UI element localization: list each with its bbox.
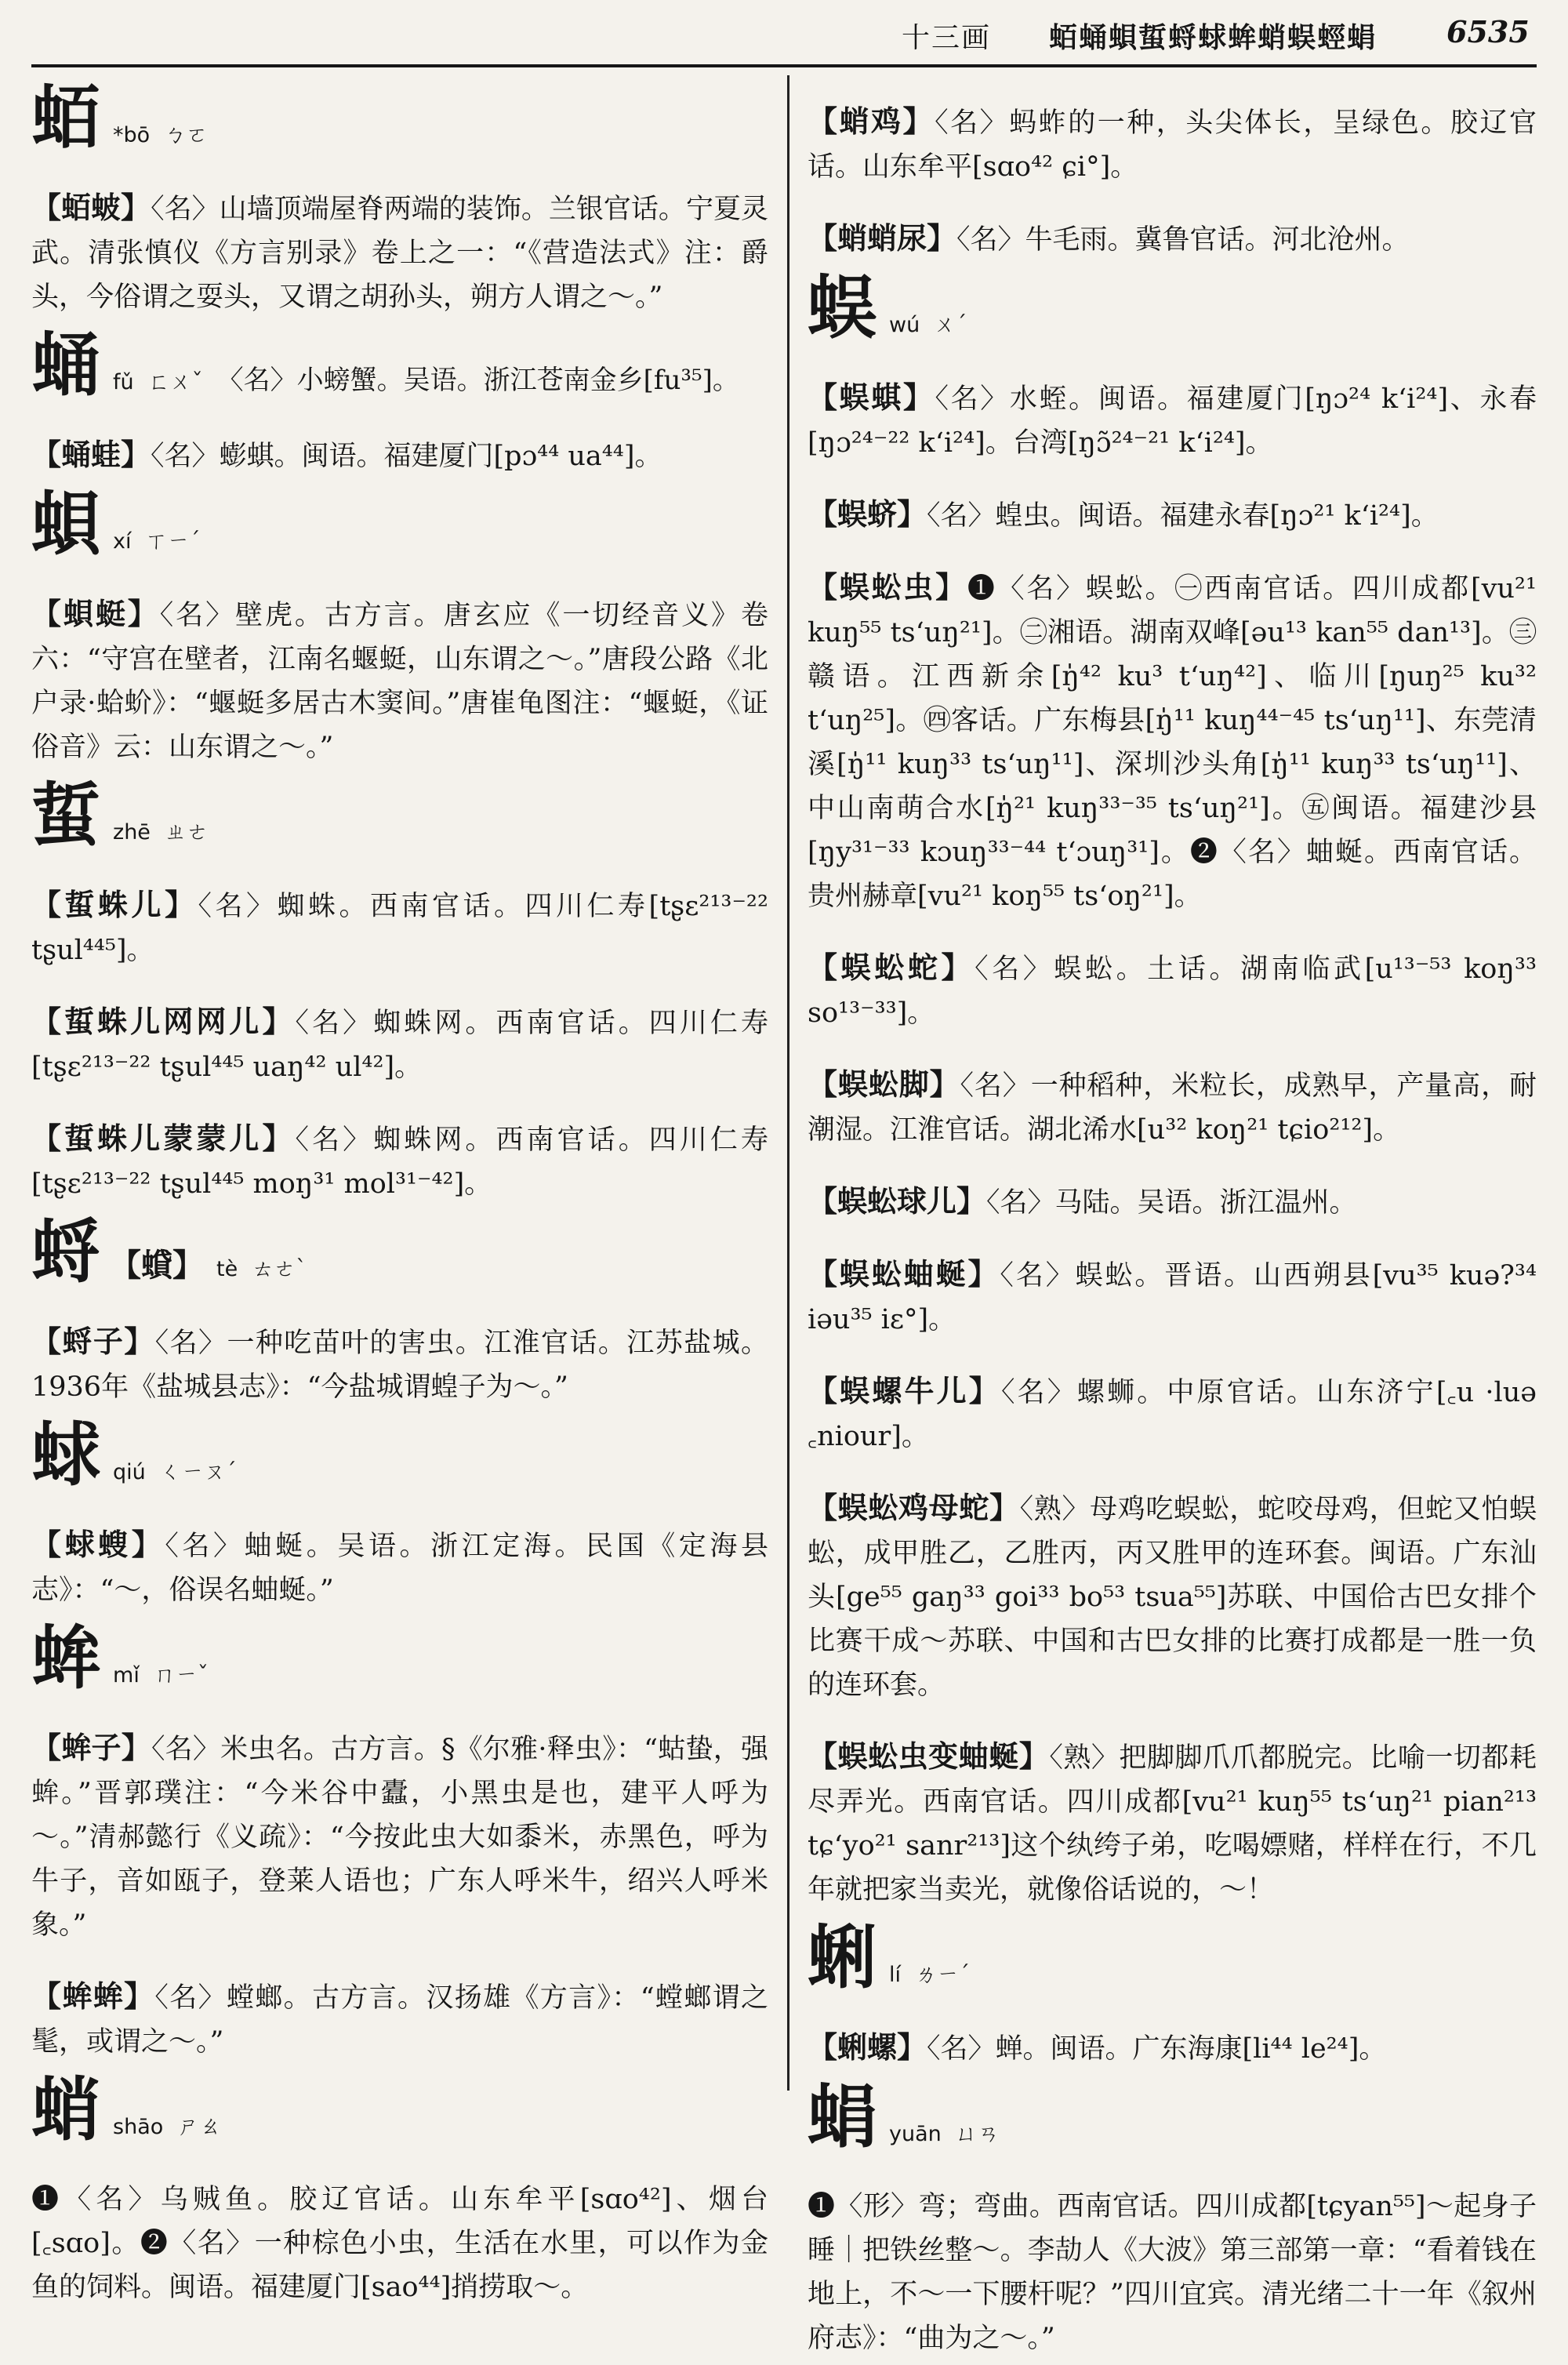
sense-text: ❶〈名〉乌贼鱼。胶辽官话。山东牟平[sɑo⁴²]、烟台[꜀sɑo]。❷〈名〉一种棕色小虫，生活在水里，可以作为金鱼的饲料。闽语。福建厦门[sao⁴⁴]捎捞取～。 bbox=[31, 2184, 768, 2303]
sense-term: 【蛽蜓】 bbox=[31, 596, 160, 631]
sense-text: 〈名〉蜘蛛网。西南官话。四川仁寿[tʂɛ²¹³⁻²² tʂul⁴⁴⁵ moŋ³¹ mol³¹⁻⁴²]。 bbox=[31, 1124, 768, 1200]
head-character: 蛹 bbox=[31, 324, 101, 405]
head-zhuyin: ㄓㄜ bbox=[164, 819, 209, 845]
sense bbox=[31, 1000, 768, 1089]
entry-wu bbox=[808, 267, 1537, 1912]
sense-term: 【蜈蚣脚】 bbox=[808, 1066, 960, 1102]
head-zhuyin: ㄕㄠ bbox=[177, 2113, 222, 2139]
sense bbox=[31, 883, 768, 972]
entry-yuan bbox=[808, 2076, 1537, 2360]
sense-text: 〈名〉米虫名。古方言。§《尔雅·释虫》：“蛄蛰，强蛑。”晋郭璞注：“今米谷中蠹，小黑虫是也，建平人呼为～。”清郝懿行《义疏》：“今按此虫大如黍米，赤黑色，呼为牛子，音如瓯子，登莱人语也；广东人呼米牛，绍兴人呼米象。” bbox=[31, 1734, 768, 1941]
sense bbox=[808, 1486, 1537, 1707]
sense-text: 〈名〉蜘蛛网。西南官话。四川仁寿[tʂɛ²¹³⁻²² tʂul⁴⁴⁵ uaŋ⁴² ul⁴²]。 bbox=[31, 1008, 768, 1083]
sense-text: 〈名〉蝗虫。闽语。福建永春[ŋɔ²¹ k‘i²⁴]。 bbox=[927, 500, 1439, 532]
entry-head bbox=[31, 774, 768, 856]
sense-text: 〈名〉蜈蚣。晋语。山西朔县[vu³⁵ kuə?³⁴ iəu³⁵ iɛ°]。 bbox=[808, 1260, 1537, 1335]
head-pinyin: qiú bbox=[113, 1460, 146, 1484]
head-zhuyin: ㄑㄧㄡˊ bbox=[159, 1459, 237, 1484]
sense-term: 【蜈蚣鸡母蛇】 bbox=[808, 1490, 1020, 1525]
sense bbox=[31, 1117, 768, 1206]
sense-text: 〈名〉牛毛雨。冀鲁官话。河北沧州。 bbox=[956, 224, 1410, 256]
sense-text: ❶〈名〉蜈蚣。㊀西南官话。四川成都[vu²¹ kuŋ⁵⁵ ts‘uŋ²¹]。㊁湘语。湖南双峰[əu¹³ kan⁵⁵ dan¹³]。㊂赣语。江西新余[ŋ̍⁴² ku³ t‘uŋ⁴²]、临川[ŋuŋ²⁵ ku³² t‘uŋ²⁵]。㊃客话。广东梅县[ŋ̍¹¹ kuŋ⁴⁴⁻⁴⁵ ts‘uŋ¹¹]、东莞清溪[ŋ̍¹¹ kuŋ³³ ts‘uŋ¹¹]、深圳沙头角[ŋ̍¹¹ kuŋ³³ ts‘uŋ¹¹]、中山南萌合水[ŋ̍²¹ kuŋ³³⁻³⁵ ts‘uŋ²¹]。㊄闽语。福建沙县[ŋy³¹⁻³³ kɔuŋ³³⁻⁴⁴ t‘ɔuŋ³¹]。❷〈名〉蚰蜒。西南官话。贵州赫章[vu²¹ koŋ⁵⁵ ts‘oŋ²¹]。 bbox=[808, 573, 1537, 912]
entry-mi bbox=[31, 1617, 768, 2064]
sense-term: 【蜈蛴】 bbox=[808, 496, 927, 532]
header-rule bbox=[31, 64, 1537, 67]
head-pinyin: yuān bbox=[889, 2122, 942, 2146]
head-variant: 【蟘】 bbox=[110, 1247, 205, 1284]
sense bbox=[808, 100, 1537, 189]
head-pinyin: lí bbox=[889, 1963, 902, 1987]
head-pinyin: xí bbox=[113, 529, 132, 554]
sense-term: 【蛶子】 bbox=[31, 1324, 155, 1359]
sense-text: 〈名〉一种稻种，米粒长，成熟早，产量高，耐潮湿。江淮官话。湖北浠水[u³² koŋ²¹ tɕio²¹²]。 bbox=[808, 1070, 1537, 1146]
sense-text: 〈名〉蝉。闽语。广东海康[li⁴⁴ le²⁴]。 bbox=[927, 2033, 1387, 2065]
sense-term: 【蜈蚣蛇】 bbox=[808, 950, 975, 985]
sense bbox=[808, 1735, 1537, 1912]
head-pinyin: shāo bbox=[113, 2115, 164, 2139]
sense bbox=[31, 186, 768, 319]
entry-head bbox=[31, 2069, 768, 2150]
head-zhuyin: ㄇㄧˇ bbox=[153, 1662, 209, 1687]
sense-text: 〈名〉蜘蛛。西南官话。四川仁寿[tʂɛ²¹³⁻²² tʂul⁴⁴⁵]。 bbox=[31, 891, 768, 966]
sense-term: 【蜇蛛儿蒙蒙儿】 bbox=[31, 1121, 296, 1156]
entry-head bbox=[31, 1617, 768, 1698]
sense bbox=[31, 1523, 768, 1612]
sense bbox=[808, 565, 1537, 918]
sense bbox=[31, 1726, 768, 1947]
section-label: 十三画 bbox=[902, 22, 992, 54]
entry-te bbox=[31, 1211, 768, 1409]
head-pinyin: *bō bbox=[113, 123, 151, 147]
sense bbox=[808, 1179, 1537, 1225]
sense bbox=[808, 2185, 1537, 2360]
head-character: 蜎 bbox=[808, 2076, 877, 2157]
head-pinyin: mǐ bbox=[113, 1663, 140, 1687]
head-pinyin: fǔ bbox=[113, 370, 134, 394]
entry-zhe bbox=[31, 774, 768, 1206]
head-character: 蜇 bbox=[31, 774, 101, 856]
head-zhuyin: ㄊㄜˋ bbox=[252, 1255, 307, 1281]
right-column bbox=[808, 72, 1537, 2365]
sense-text: 〈名〉螳螂。古方言。汉扬雄《方言》：“螳螂谓之髦，或谓之～。” bbox=[31, 1982, 768, 2058]
sense-term: 【蛷螋】 bbox=[31, 1527, 165, 1562]
entry-head bbox=[31, 1211, 768, 1292]
sense-term: 【蜈蚣蚰蜒】 bbox=[808, 1256, 1000, 1291]
entry-head bbox=[808, 267, 1537, 348]
sense-term: 【蛑蛑】 bbox=[31, 1978, 155, 2014]
sense bbox=[31, 1974, 768, 2064]
sense-text: 〈名〉壁虎。古方言。唐玄应《一切经音义》卷六：“守宫在壁者，江南名蝘蜓，山东谓之～。”唐段公路《北户录·蛤蚧》：“蝘蜓多居古木窦间。”唐崔龟图注：“蝘蜓，《证俗音》云：山东谓之～。” bbox=[31, 600, 768, 763]
head-pinyin: wú bbox=[889, 313, 920, 337]
sense-term: 【蜇蛛儿】 bbox=[31, 887, 198, 922]
entry-fu bbox=[31, 324, 768, 478]
page-header bbox=[0, 0, 1568, 67]
sense-text: 〈名〉马陆。吴语。浙江温州。 bbox=[986, 1187, 1357, 1219]
head-character: 蛨 bbox=[31, 77, 101, 158]
sense-term: 【蜈蚣虫变蚰蜒】 bbox=[808, 1738, 1050, 1774]
sense bbox=[808, 1063, 1537, 1152]
head-pinyin: tè bbox=[216, 1257, 238, 1281]
head-zhuyin: ㄅㄛ bbox=[164, 122, 209, 147]
entry-head bbox=[31, 77, 768, 158]
sense bbox=[808, 1252, 1537, 1342]
sense bbox=[808, 2025, 1537, 2071]
sense bbox=[31, 433, 768, 478]
entry-shao-continued bbox=[808, 100, 1537, 262]
sense-text: 〈熟〉把脚脚爪爪都脱完。比喻一切都耗尽弄光。西南官话。四川成都[vu²¹ kuŋ⁵⁵ ts‘uŋ²¹ pian²¹³ tɕ‘yo²¹ sanr²¹³]这个纨绔子弟，吃喝嫖赌，样样在行，不几年就把家当卖光，就像俗话说的，～！ bbox=[808, 1742, 1537, 1905]
entry-shao bbox=[31, 2069, 768, 2309]
sense bbox=[808, 946, 1537, 1035]
sense-term: 【蜈蚣虫】 bbox=[808, 569, 967, 605]
head-zhuyin: ㄨˊ bbox=[934, 311, 967, 337]
head-pinyin: zhē bbox=[113, 820, 151, 845]
head-character: 蛶 bbox=[31, 1211, 101, 1292]
sense-text: 〈名〉螺蛳。中原官话。山东济宁[꜀u ·luə ꜀niour]。 bbox=[808, 1377, 1537, 1452]
header-characters: 蛨蛹蛽蜇蛶蛷蛑蛸蜈蛵蜎 bbox=[1049, 21, 1377, 54]
sense-term: 【蛨蚾】 bbox=[31, 190, 151, 225]
sense-term: 【蜇蛛儿网网儿】 bbox=[31, 1004, 296, 1039]
sense-text: 〈名〉一种吃苗叶的害虫。江淮官话。江苏盐城。1936年《盐城县志》：“今盐城谓蝗子为～。” bbox=[31, 1328, 768, 1403]
head-character: 蛑 bbox=[31, 1617, 101, 1698]
sense bbox=[808, 216, 1537, 262]
head-zhuyin: ㄩㄢ bbox=[955, 2120, 1000, 2146]
head-character: 蜊 bbox=[808, 1916, 877, 1998]
sense-text: 〈名〉水蛭。闽语。福建厦门[ŋɔ²⁴ k‘i²⁴]、永春[ŋɔ²⁴⁻²² k‘i²⁴]。台湾[ŋɔ̃²⁴⁻²¹ k‘i²⁴]。 bbox=[808, 383, 1537, 459]
sense bbox=[808, 376, 1537, 465]
head-zhuyin: ㄌㄧˊ bbox=[915, 1961, 971, 1987]
sense-text: 〈名〉蟛蜞。闽语。福建厦门[pɔ⁴⁴ ua⁴⁴]。 bbox=[151, 441, 662, 472]
sense-text: 〈名〉山墙顶端屋脊两端的装饰。兰银官话。宁夏灵武。清张慎仪《方言别录》卷上之一：“《营造法式》注：爵头，今俗谓之耍头，又谓之胡孙头，朔方人谓之～。” bbox=[31, 194, 768, 313]
sense-term: 【蛸蛸尿】 bbox=[808, 220, 957, 256]
sense-text: 〈名〉蜈蚣。土话。湖南临武[u¹³⁻⁵³ koŋ³³ so¹³⁻³³]。 bbox=[808, 954, 1537, 1029]
sense-term: 【蛑子】 bbox=[31, 1730, 151, 1765]
sense-term: 【蜈蚣球儿】 bbox=[808, 1183, 987, 1219]
left-column bbox=[31, 72, 768, 2314]
head-character: 蛽 bbox=[31, 483, 101, 565]
sense-term: 【蜈蜞】 bbox=[808, 380, 935, 415]
entry-head bbox=[31, 483, 768, 565]
sense bbox=[31, 1320, 768, 1409]
head-character: 蛷 bbox=[31, 1414, 101, 1495]
sense-term: 【蛹蛙】 bbox=[31, 437, 151, 472]
head-definition: 〈名〉小螃蟹。吴语。浙江苍南金乡[fu³⁵]。 bbox=[216, 365, 739, 396]
entry-head bbox=[808, 2076, 1537, 2157]
sense-text: ❶〈形〉弯；弯曲。西南官话。四川成都[tɕyan⁵⁵]～起身子睡｜把铁丝整～。李劼人《大波》第三部第一章：“看着钱在地上，不～一下腰杆呢？”四川宜宾。清光绪二十一年《叙州府志》：“曲为之～。” bbox=[808, 2191, 1537, 2354]
head-character: 蛸 bbox=[31, 2069, 101, 2150]
sense bbox=[31, 2178, 768, 2309]
sense-term: 【蜊螺】 bbox=[808, 2029, 927, 2065]
head-character: 蜈 bbox=[808, 267, 877, 348]
sense bbox=[808, 492, 1537, 538]
sense bbox=[808, 1369, 1537, 1459]
entry-qiu bbox=[31, 1414, 768, 1612]
entry-head bbox=[31, 1414, 768, 1495]
sense-text: 〈名〉蚰蜒。吴语。浙江定海。民国《定海县志》：“～，俗误名蚰蜒。” bbox=[31, 1531, 768, 1606]
entry-head bbox=[31, 324, 768, 405]
sense-term: 【蜈螺牛儿】 bbox=[808, 1373, 1001, 1408]
column-divider bbox=[787, 75, 789, 2091]
head-zhuyin: ㄈㄨˇ bbox=[147, 369, 203, 394]
entry-bo bbox=[31, 77, 768, 319]
sense-text: 〈名〉蚂蚱的一种，头尖体长，呈绿色。胶辽官话。山东牟平[sɑo⁴² ɕi°]。 bbox=[808, 107, 1537, 183]
entry-li bbox=[808, 1916, 1537, 2071]
sense bbox=[31, 592, 768, 769]
sense-text: 〈熟〉母鸡吃蜈蚣，蛇咬母鸡，但蛇又怕蜈蚣，成甲胜乙，乙胜丙，丙又胜甲的连环套。闽语。广东汕头[ge⁵⁵ gaŋ³³ goi³³ bo⁵³ tsua⁵⁵]苏联、中国佮古巴女排个比赛干成～苏联、中国和古巴女排的比赛打成都是一胜一负的连环套。 bbox=[808, 1494, 1537, 1701]
entry-xi bbox=[31, 483, 768, 769]
head-zhuyin: ㄒㄧˊ bbox=[145, 528, 201, 554]
sense-term: 【蛸鸡】 bbox=[808, 104, 935, 139]
entry-head bbox=[808, 1916, 1537, 1998]
page-number: 6535 bbox=[1446, 14, 1530, 49]
